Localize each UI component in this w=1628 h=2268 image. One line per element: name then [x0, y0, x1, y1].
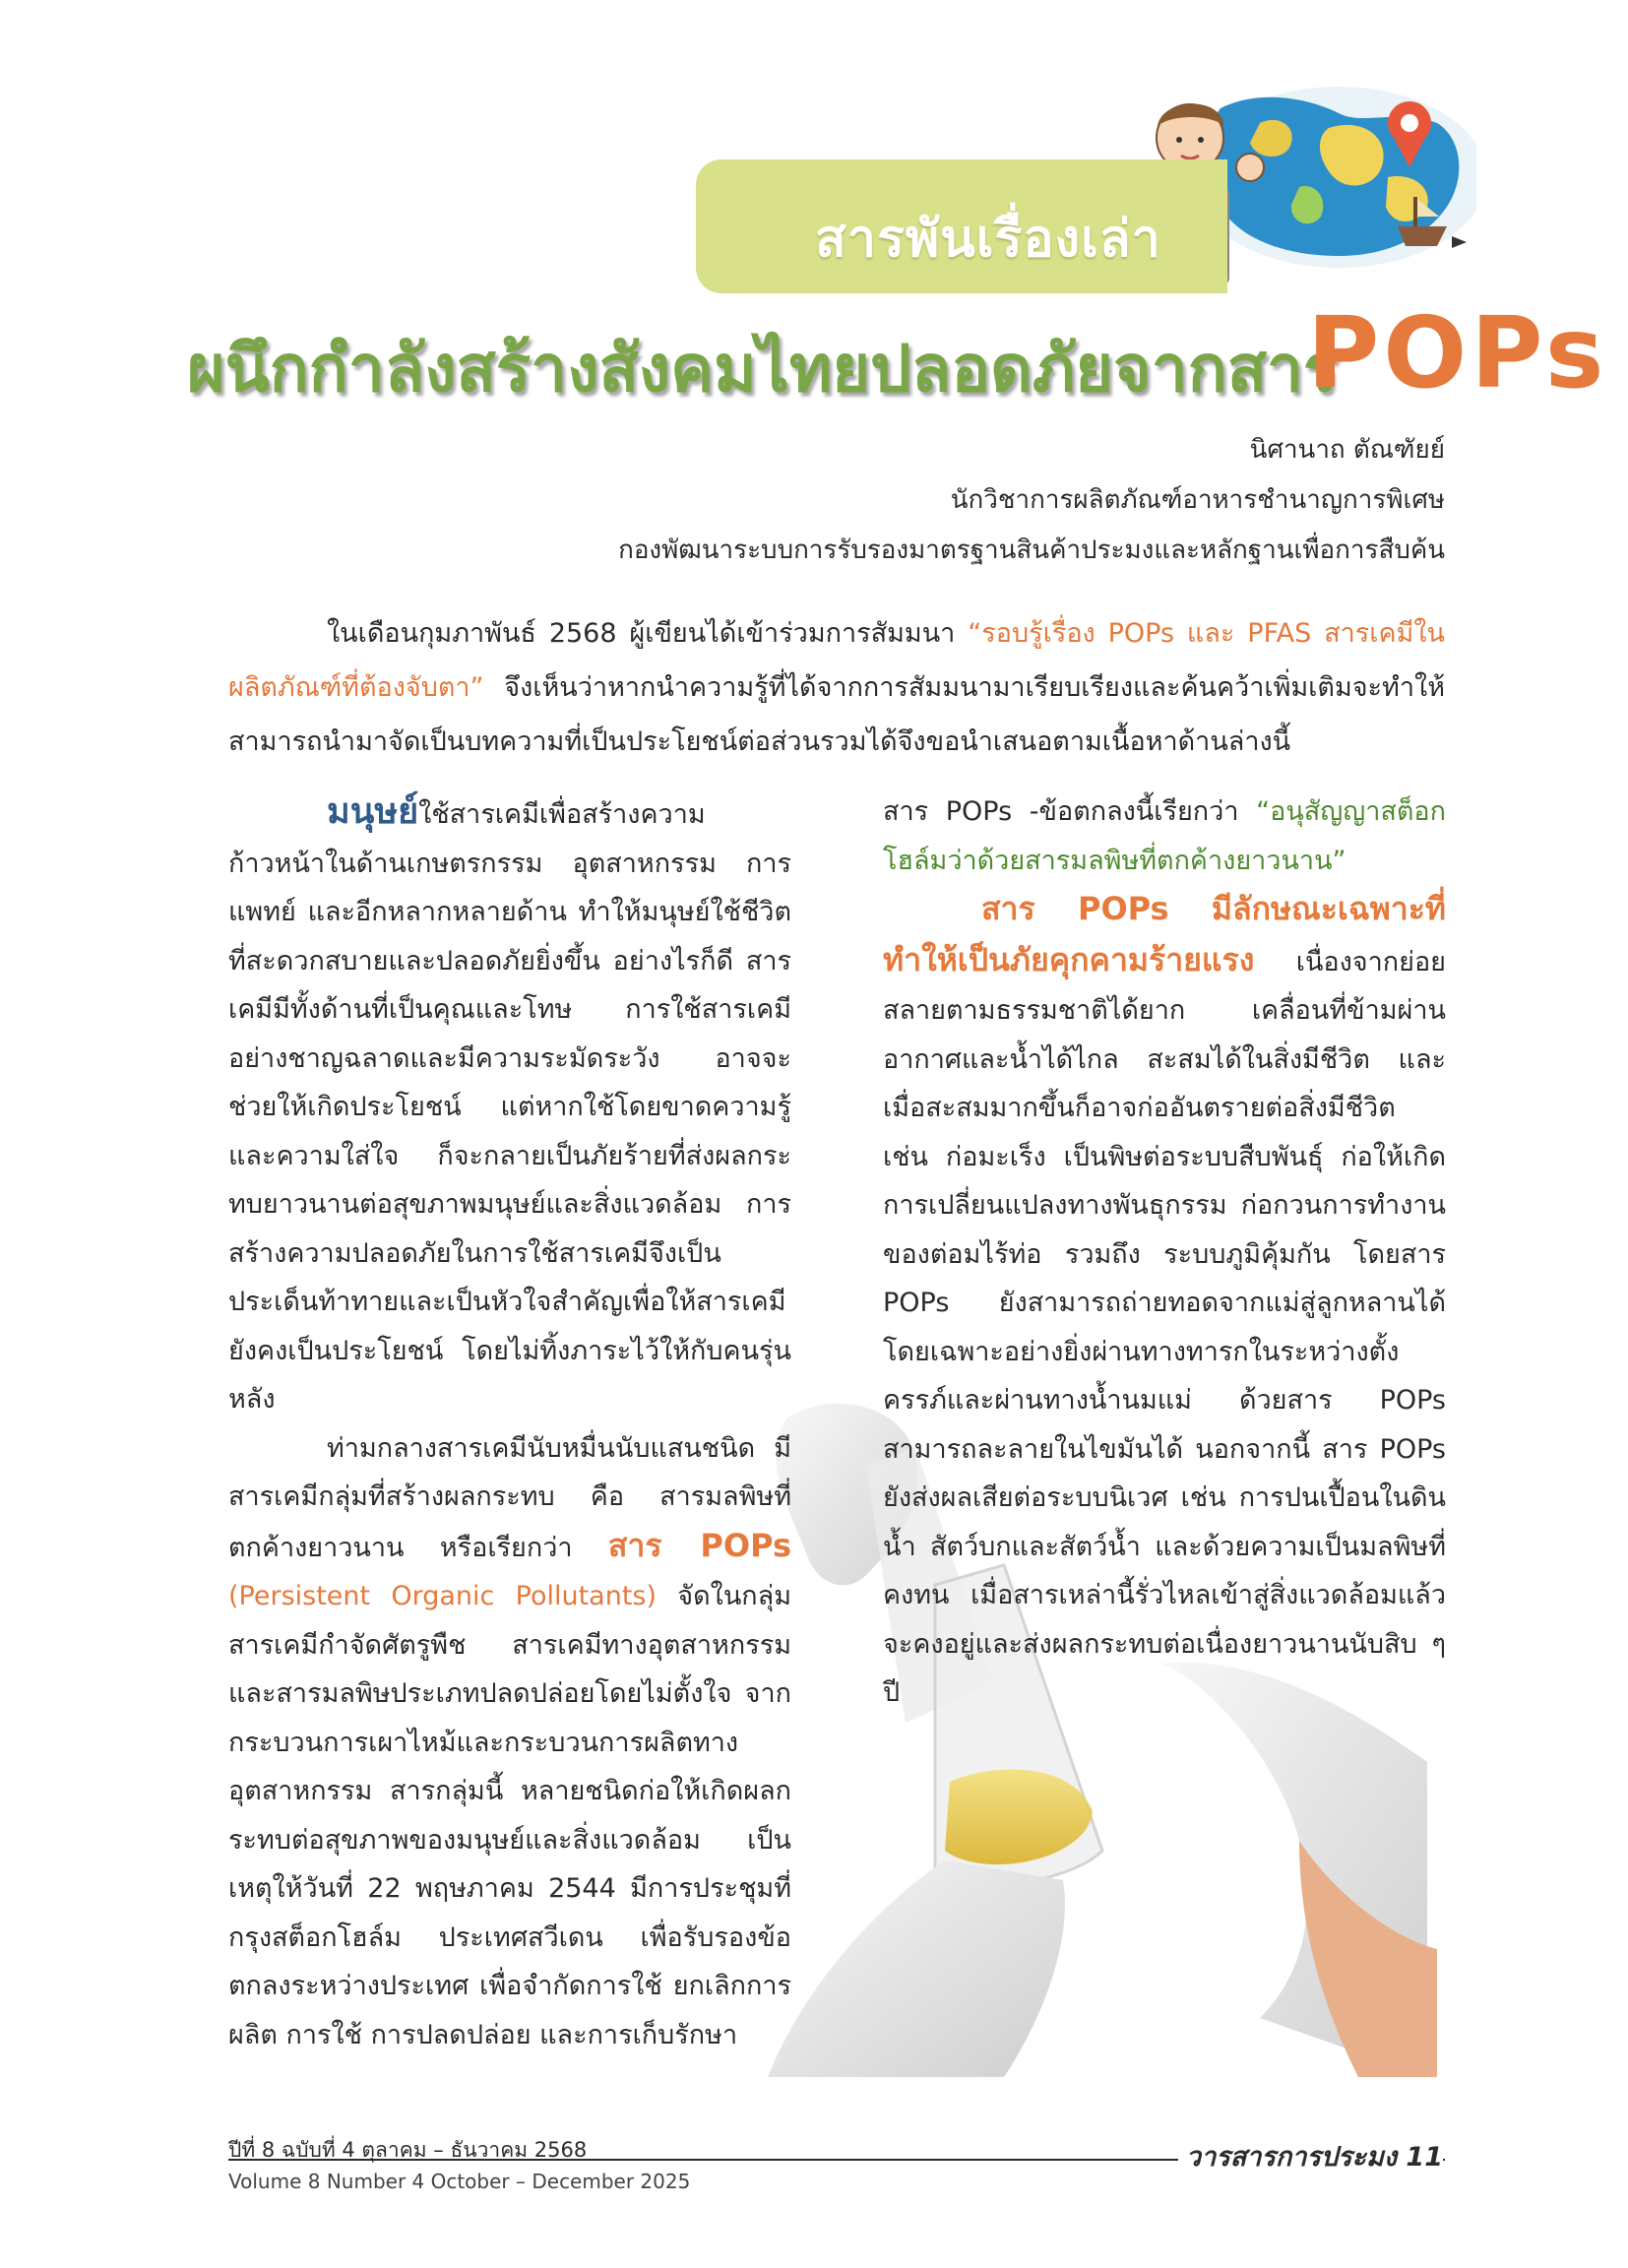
left-paragraph-2	[228, 1424, 791, 2060]
pops-term: สาร POPs	[607, 1526, 791, 1564]
right-p1-text: สาร POPs -ข้อตกลงนี้เรียกว่า	[883, 796, 1257, 827]
left-p1-text: ใช้สารเคมีเพื่อสร้างความก้าวหน้าในด้านเกษตรกรรม อุตสาหกรรม การแพทย์ และอีกหลากหลายด้าน ทำให้มนุษย์ใช้ชีวิตที่สะดวกสบายและปลอดภัยยิ่งขึ้น อย่างไรก็ดี สารเคมีมีทั้งด้านที่เป็นคุณและโทษ การใช้สารเคมีอย่างชาญฉลาดและมีความระมัดระวัง อาจจะช่วยให้เกิดประโยชน์ แต่หากใช้โดยขาดความรู้และความใส่ใจ ก็จะกลายเป็นภัยร้ายที่ส่งผลกระทบยาวนานต่อสุขภาพมนุษย์และสิ่งแวดล้อม การสร้างความปลอดภัยในการใช้สารเคมีจึงเป็นประเด็นท้าทายและเป็นหัวใจสำคัญเพื่อให้สารเคมียังคงเป็นประโยชน์ โดยไม่ทิ้งภาระไว้ให้กับคนรุ่นหลัง	[228, 799, 791, 1415]
stockholm-convention: “อนุสัญญาสต็อกโฮล์มว่าด้วยสารมลพิษที่ตกค้างยาวนาน”	[883, 796, 1446, 876]
left-column	[228, 788, 791, 2059]
seminar-title: “รอบรู้เรื่อง POPs และ PFAS สารเคมีในผลิตภัณฑ์ที่ต้องจับตา”	[228, 618, 1445, 703]
pops-threat-heading: สาร POPs มีลักษณะเฉพาะที่ทำให้เป็นภัยคุกคามร้ายแรง	[883, 890, 1446, 978]
intro-text-after: จึงเห็นว่าหากนำความรู้ที่ได้จากการสัมมนามาเรียบเรียงและค้นคว้าเพิ่มเติมจะทำให้สามารถนำมาจัดเป็นบทความที่เป็นประโยชน์ต่อส่วนรวมได้จึงขอนำเสนอตามเนื้อหาด้านล่างนี้	[228, 672, 1445, 757]
left-paragraph-1	[228, 788, 791, 1424]
left-p2-text-after: จัดในกลุ่มสารเคมีกำจัดศัตรูพืช สารเคมีทางอุตสาหกรรม และสารมลพิษประเภทปลดปล่อยโดยไม่ตั้งใจ จากกระบวนการเผาไหม้และกระบวนการผลิตทางอุตสาหกรรม สารกลุ่มนี้ หลายชนิดก่อให้เกิดผลกระทบต่อสุขภาพของมนุษย์และสิ่งแวดล้อม เป็นเหตุให้วันที่ 22 พฤษภาคม 2544 มีการประชุมที่กรุงสต็อกโฮล์ม ประเทศสวีเดน เพื่อรับรองข้อตกลงระหว่างประเทศ เพื่อจำกัดการใช้ ยกเลิกการผลิต การใช้ การปลดปล่อย และการเก็บรักษา	[228, 1581, 791, 2050]
intro-paragraph	[228, 606, 1445, 769]
right-paragraph-1	[883, 788, 1446, 885]
author-position: นักวิชาการผลิตภัณฑ์อาหารชำนาญการพิเศษ	[950, 485, 1445, 515]
section-title: สารพันเรื่องเล่า	[815, 210, 1161, 269]
lead-word: มนุษย์	[327, 791, 419, 832]
issue-info-th: ปีที่ 8 ฉบับที่ 4 ตุลาคม – ธันวาคม 2568	[228, 2138, 588, 2162]
journal-name-page: วารสารการประมง 11	[1178, 2135, 1443, 2177]
issue-info-en: Volume 8 Number 4 October – December 2025	[228, 2170, 691, 2193]
headline-highlight: POPs	[1307, 295, 1608, 410]
right-p2-text: เนื่องจากย่อยสลายตามธรรมชาติได้ยาก เคลื่อนที่ข้ามผ่านอากาศและน้ำได้ไกล สะสมได้ในสิ่งมีชีวิต และเมื่อสะสมมากขึ้นก็อาจก่ออันตรายต่อสิ่งมีชีวิต เช่น ก่อมะเร็ง เป็นพิษต่อระบบสืบพันธุ์ ก่อให้เกิดการเปลี่ยนแปลงทางพันธุกรรม ก่อกวนการทำงานของต่อมไร้ท่อ รวมถึง ระบบภูมิคุ้มกัน โดยสาร POPs ยังสามารถถ่ายทอดจากแม่สู่ลูกหลานได้ โดยเฉพาะอย่างยิ่งผ่านทางทารกในระหว่างตั้งครรภ์และผ่านทางน้ำนมแม่ ด้วยสาร POPs สามารถละลายในไขมันได้ นอกจากนี้ สาร POPs ยังส่งผลเสียต่อระบบนิเวศ เช่น การปนเปื้อนในดิน น้ำ สัตว์บกและสัตว์น้ำ และด้วยความเป็นมลพิษที่คงทน เมื่อสารเหล่านี้รั่วไหลเข้าสู่สิ่งแวดล้อมแล้ว จะคงอยู่และส่งผลกระทบต่อเนื่องยาวนานนับสิบ ๆ ปี	[883, 946, 1446, 1708]
right-column	[883, 788, 1446, 1718]
intro-text-before: ในเดือนกุมภาพันธ์ 2568 ผู้เขียนได้เข้าร่วมการสัมมนา	[327, 618, 969, 649]
author-byline	[618, 425, 1445, 576]
author-name: นิศานาถ ตัณฑัยย์	[1249, 435, 1445, 465]
right-paragraph-2	[883, 885, 1446, 1718]
article-headline: ผนึกกำลังสร้างสังคมไทยปลอดภัยจากสาร	[187, 331, 1339, 407]
left-p2-text-before: ท่ามกลางสารเคมีนับหมื่นนับแสนชนิด มีสารเคมีกลุ่มที่สร้างผลกระทบ คือ สารมลพิษที่ตกค้างยาวนาน หรือเรียกว่า	[228, 1432, 791, 1563]
author-division: กองพัฒนาระบบการรับรองมาตรฐานสินค้าประมงและหลักฐานเพื่อการสืบค้น	[618, 536, 1445, 565]
pops-full-name: (Persistent Organic Pollutants)	[228, 1581, 657, 1611]
